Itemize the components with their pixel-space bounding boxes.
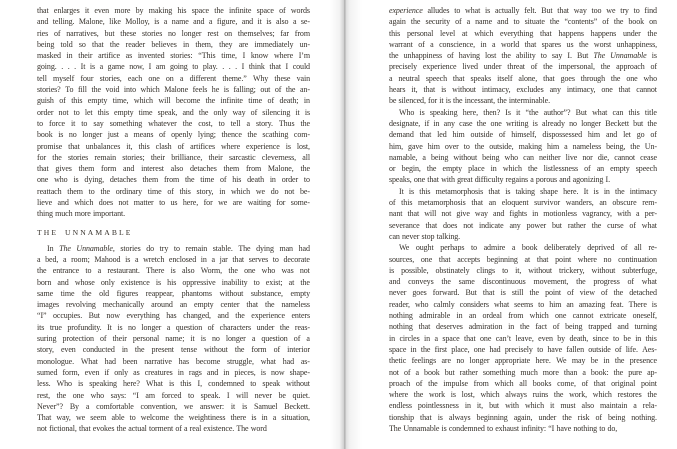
text-line: the entrance to a restaurant. There is also Worm, the one who was not [37, 266, 310, 276]
text-line: nant that will not give way and fights in motionless vagrancy, with a per- [389, 209, 657, 219]
text-line: images revolving mechanically around an empty center that the nameless [37, 300, 310, 310]
paragraph [37, 243, 310, 435]
text-line: Never”? By a comfortable convention, we answer: it is Samuel Beckett. [37, 401, 310, 411]
text-line: or begin, the empty place in which the listlessness of an empty speech [389, 164, 657, 174]
text-line: of this metamorphosis that an eloquent survivor wanders, an obscure rem- [389, 198, 657, 208]
text-line: born and whose only existence is his oppressive inability to exist; at the [37, 277, 310, 287]
text-line: stories? To fill the void into which Malone feels he is falling; out of the an- [37, 85, 310, 95]
paragraph [37, 5, 310, 220]
right-page [389, 5, 657, 434]
paragraph [389, 186, 657, 242]
text-line: its true profundity. It is no longer a question of characters under the reas- [37, 322, 310, 332]
text-line: experience alludes to what is actually felt. But that way too we try to find [389, 6, 657, 15]
text-line: We ought perhaps to admire a book deliberately deprived of all re- [399, 243, 657, 253]
text-line: speaks, one that with great difficulty regains a porous and agonizing I. [389, 175, 610, 185]
text-line: thing much more important. [37, 209, 126, 219]
page-gutter [330, 0, 362, 449]
text-line: The Unnamable is condemned to exhaust infinity: “I have nothing to do, [389, 423, 618, 433]
section-heading: THE UNNAMABLE [37, 227, 133, 237]
text-line: never goes forward. But that is still the point of view of the detached [389, 288, 657, 298]
text-line: namable, a being without being who can neither live nor die, cannot cease [389, 152, 657, 162]
text-line: a neutral speech that speaks itself alone, that goes through the one who [389, 73, 657, 83]
text-line: again the security of a name and to situate the “contents” of the book on [389, 17, 657, 27]
text-line: demand that led him outside of himself, dispossessed him and let go of [389, 130, 657, 140]
text-line: and conveys the same discontinuous movement, the progress of what [389, 277, 657, 287]
text-line: endless pointlessness in it, but with which it must also maintain a rela- [389, 401, 657, 411]
text-line: this personal level at which everything that happens happens under the [389, 28, 657, 38]
text-line: reader, who calmly considers what seems to him an amazing feat. There is [389, 299, 657, 309]
text-line: suring protection of their personal name; it is no longer a question of a [37, 334, 310, 344]
text-line: less. Who is speaking here? What is this I, condemned to speak without [37, 379, 310, 389]
text-line: not fictional, that evokes the actual torment of a real existence. The word [37, 424, 267, 434]
paragraph [389, 242, 657, 434]
text-line: a bed, a room; Mahood is a wretch enclosed in a jar that serves to decorate [37, 254, 310, 264]
text-line: being told so that the reader believes in them, they are immediately un- [37, 39, 310, 49]
text-line: It is this metamorphosis that is taking shape here. It is in the intimacy [399, 186, 657, 196]
text-line: guish of this empty time, which will become the infinite time of death; in [37, 96, 310, 106]
text-line: precisely experience lived under threat of the impersonal, the approach of [389, 62, 657, 72]
text-line: to force it to say something whatever the cost, to tell a story. Thus the [37, 118, 310, 128]
text-line: him, gave him over to the outside, making him a nameless being, the Un- [389, 141, 657, 151]
text-line: nothing that deserves admiration in the fact of being trapped and turning [389, 322, 657, 332]
text-line: warrant of a conscience, in a world that spares us the worst unhappiness, [389, 39, 657, 49]
text-line: for the stories remain stories; their brilliance, their sarcastic cleverness, all [37, 152, 310, 162]
paragraph [389, 5, 657, 107]
text-line: where the work is lost, which always ruins the work, which restores the [389, 390, 657, 400]
text-line: nothing admirable in an ordeal from which one cannot extricate oneself, [389, 311, 657, 321]
text-line: thetic feelings are no longer appropriate here. We may be in the presence [389, 356, 657, 366]
text-line: severance that does not indicate any power but rather the curse of what [389, 220, 657, 230]
text-line: proach of the impulse from which all books come, of that original point [389, 378, 657, 388]
text-line: book is no longer just a means of openly lying; thence the scathing com- [37, 130, 310, 140]
text-line: that gives them form and interest also detaches them from Malone, the [37, 164, 310, 174]
text-line: monologue. What had been narrative has become struggle, what had as- [37, 356, 310, 366]
text-line: can never stop talking. [389, 231, 461, 241]
text-line: tionship that is always beginning again, under the risk of being nothing. [389, 412, 657, 422]
text-line: reattach them to the ordinary time of this story, in which we do not be- [37, 186, 310, 196]
text-line: be silenced, for it is the incessant, the interminable. [389, 96, 551, 106]
text-line: sources, one that accepts beginning at that point where no continuation [389, 254, 657, 264]
text-line: the unhappiness of having lost the ability to say I. But The Unnamable is [389, 51, 657, 61]
text-line: order not to let this empty time speak, and the only way of silencing it is [37, 107, 310, 117]
paragraph [389, 107, 657, 186]
text-line: sumed form, even if only as creatures in rags and in pieces, is now shape- [37, 367, 310, 377]
text-line: rest, the one who says: “I am forced to speak. I will never be quiet. [37, 390, 310, 400]
text-line: promise that unbalances it, this clash of artifices where experience is lost, [37, 141, 310, 151]
text-line: going. . . . It is a game now, I am going to play. . . . I think that I could [37, 62, 310, 72]
text-line: masked in their artifice as invented stories: “This time, I know where I’m [37, 51, 310, 61]
text-line: Who is speaking here, then? Is it “the author”? But what can this title [399, 107, 657, 117]
left-page [37, 5, 310, 435]
text-line: story, even conducted in the present tense without the form of interior [37, 345, 310, 355]
text-line: ries of narratives, but these stories no longer rest on themselves; far from [37, 28, 310, 38]
text-line: one who is dying, detaches them from the time of his death in order to [37, 175, 310, 185]
text-line: in circles in a space that one can’t leave, even by death, since to be in this [389, 333, 657, 343]
text-line: same time the old figures reappear, phantoms without substance, empty [37, 288, 310, 298]
text-line: tell myself four stories, each one on a different theme.” Why these vain [37, 73, 310, 83]
text-line: “I” occupies. But now everything has changed, and the experience enters [37, 311, 310, 321]
text-line: not of a book but rather something much more than a book: the pure ap- [389, 367, 657, 377]
text-line: and telling. Malone, like Molloy, is a name and a figure, and it is also a se- [37, 17, 310, 27]
text-line: space in the first place, one had precisely to have fallen outside of life. Aes- [389, 344, 657, 354]
text-line: lieve and which does not matter to us here, for we are waiting for some- [37, 198, 310, 208]
text-line: is possible, obstinately clings to it, without trickery, without subterfuge, [389, 265, 657, 275]
text-line: hears it, that is without intimacy, excludes any intimacy, one that cannot [389, 85, 657, 95]
text-line: designate, if in any case the one writing is already no longer Beckett but the [389, 118, 657, 128]
text-line: That way, we seem able to welcome the weightiness there is in a situation, [37, 413, 310, 423]
text-line: that enlarges it even more by making his space the infinite space of words [37, 6, 310, 15]
text-line: In The Unnamable, stories do try to remain stable. The dying man had [47, 243, 310, 253]
